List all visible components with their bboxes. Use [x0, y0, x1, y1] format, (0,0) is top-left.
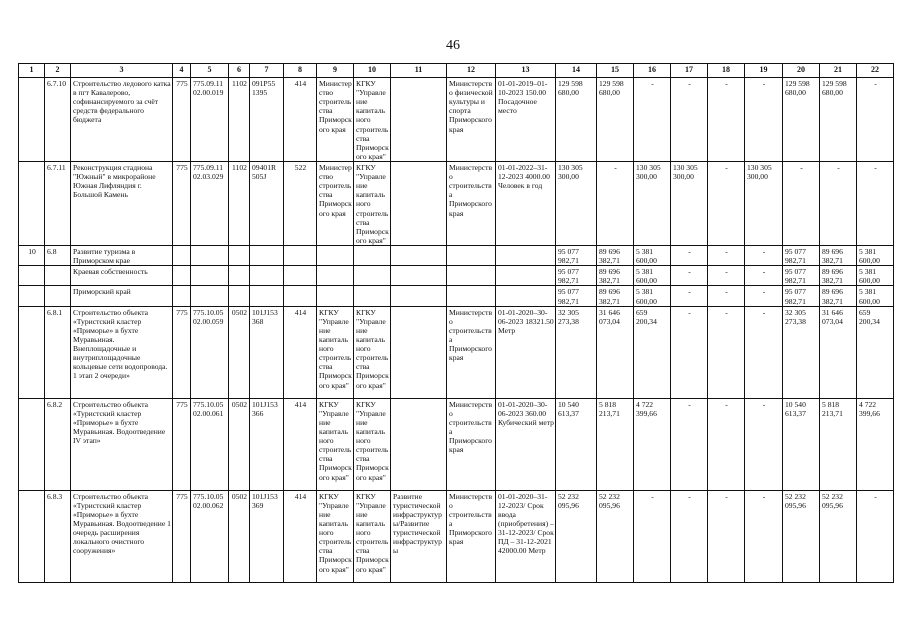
table-row: [19, 266, 894, 286]
table-cell: 4 722 399,66: [857, 398, 894, 490]
table-cell: [45, 286, 71, 306]
table-cell: 6.8.1: [45, 306, 71, 398]
table-cell: 89 696 382,71: [820, 266, 857, 286]
table-row: [19, 245, 894, 265]
table-cell: 659 200,34: [857, 306, 894, 398]
table-cell: 6.7.10: [45, 78, 71, 162]
column-header: 12: [447, 64, 496, 78]
table-cell: [284, 286, 317, 306]
table-cell: [191, 266, 229, 286]
table-cell: [391, 245, 447, 265]
table-cell: 1102: [229, 78, 250, 162]
table-cell: [19, 306, 45, 398]
table-cell: -: [671, 398, 708, 490]
table-cell: 6.7.11: [45, 161, 71, 245]
table-cell: 95 077 982,71: [556, 245, 597, 265]
table-cell: 52 232 095,96: [820, 490, 857, 582]
column-header: 11: [391, 64, 447, 78]
table-cell: 5 381 600,00: [634, 266, 671, 286]
table-cell: КГКУ "Управление капитального строительства Приморского края": [317, 398, 354, 490]
table-cell: -: [745, 306, 783, 398]
table-cell: Министерство строительства Приморского края: [447, 398, 496, 490]
table-cell: [173, 286, 191, 306]
table-cell: 95 077 982,71: [556, 286, 597, 306]
table-row: [19, 398, 894, 490]
table-cell: 130 305 300,00: [556, 161, 597, 245]
table-cell: [250, 266, 284, 286]
column-header: 1: [19, 64, 45, 78]
table-cell: Министерство строительства Приморского края: [447, 490, 496, 582]
table-cell: [19, 161, 45, 245]
table-cell: [447, 266, 496, 286]
table-cell: [391, 398, 447, 490]
table-cell: 31 646 073,04: [597, 306, 634, 398]
table-row: [19, 78, 894, 162]
table-cell: -: [857, 161, 894, 245]
table-cell: -: [745, 490, 783, 582]
table-cell: 775.09.11 02.00.019: [191, 78, 229, 162]
table-cell: 129 598 680,00: [556, 78, 597, 162]
table-cell: -: [745, 398, 783, 490]
table-cell: -: [634, 490, 671, 582]
table-cell: 130 305 300,00: [745, 161, 783, 245]
table-cell: 775: [173, 78, 191, 162]
table-cell: КГКУ "Управление капитального строительства Приморского края": [317, 306, 354, 398]
table-cell: 89 696 382,71: [820, 245, 857, 265]
table-cell: -: [634, 78, 671, 162]
table-cell: 659 200,34: [634, 306, 671, 398]
table-cell: 775.09.11 02.03.029: [191, 161, 229, 245]
table-cell: 10 540 613,37: [556, 398, 597, 490]
table-cell: 129 598 680,00: [597, 78, 634, 162]
table-cell: 091P55 1395: [250, 78, 284, 162]
table-cell: 95 077 982,71: [556, 266, 597, 286]
column-header: 6: [229, 64, 250, 78]
table-cell: Развитие туризма в Приморском крае: [71, 245, 173, 265]
table-cell: 89 696 382,71: [597, 245, 634, 265]
header-row: [19, 64, 894, 78]
table-cell: 775: [173, 490, 191, 582]
column-header: 5: [191, 64, 229, 78]
table-cell: 775.10.05 02.00.062: [191, 490, 229, 582]
table-cell: 95 077 982,71: [783, 286, 820, 306]
table-cell: 09401R 505J: [250, 161, 284, 245]
table-cell: 775.10.05 02.00.059: [191, 306, 229, 398]
table-cell: [19, 490, 45, 582]
column-header: 2: [45, 64, 71, 78]
column-header: 9: [317, 64, 354, 78]
table-cell: -: [671, 245, 708, 265]
table-cell: -: [708, 161, 745, 245]
table-cell: 32 305 273,38: [556, 306, 597, 398]
table-cell: [391, 306, 447, 398]
table-cell: Строительство объекта «Туристский кластер «Приморье» в бухте Муравьиная. Внеплощадочные и внутриплощадочные кольцевые сети водопровода. 1 этап 2 очереди»: [71, 306, 173, 398]
table-cell: 5 381 600,00: [634, 245, 671, 265]
budget-table: [18, 63, 894, 583]
table-cell: 775: [173, 306, 191, 398]
table-cell: [173, 266, 191, 286]
table-cell: КГКУ "Управление капитального строительства Приморского края": [354, 398, 391, 490]
table-cell: 414: [284, 490, 317, 582]
page-number: 46: [446, 38, 460, 53]
table-cell: 522: [284, 161, 317, 245]
table-cell: Министерство строительства Приморского края: [317, 78, 354, 162]
column-header: 17: [671, 64, 708, 78]
table-cell: 6.8.3: [45, 490, 71, 582]
table-cell: [354, 286, 391, 306]
table-cell: [317, 286, 354, 306]
table-cell: 89 696 382,71: [597, 266, 634, 286]
table-cell: -: [820, 161, 857, 245]
table-cell: [191, 286, 229, 306]
table-cell: 52 232 095,96: [783, 490, 820, 582]
column-header: 15: [597, 64, 634, 78]
table-cell: Министерство строительства Приморского края: [447, 161, 496, 245]
table-cell: 0502: [229, 398, 250, 490]
table-cell: -: [671, 78, 708, 162]
table-cell: [19, 398, 45, 490]
table-cell: 6.8: [45, 245, 71, 265]
table-cell: -: [783, 161, 820, 245]
table-cell: [250, 245, 284, 265]
table-cell: 5 381 600,00: [857, 245, 894, 265]
table-cell: 101J153 368: [250, 306, 284, 398]
table-cell: 130 305 300,00: [634, 161, 671, 245]
table-cell: КГКУ "Управление капитального строительства Приморского края": [354, 78, 391, 162]
table-cell: -: [671, 490, 708, 582]
table-cell: [317, 266, 354, 286]
table-cell: КГКУ "Управление капитального строительства Приморского края": [354, 161, 391, 245]
table-cell: -: [745, 245, 783, 265]
table-cell: [447, 286, 496, 306]
table-cell: Развитие туристической инфраструктуры/Развитие туристической инфраструктуры: [391, 490, 447, 582]
column-header: 13: [496, 64, 556, 78]
table-cell: 01-01-2022–31-12-2023 4000.00 Человек в год: [496, 161, 556, 245]
table-cell: 5 381 600,00: [634, 286, 671, 306]
table-cell: 5 818 213,71: [820, 398, 857, 490]
table-cell: 5 381 600,00: [857, 266, 894, 286]
table-cell: [229, 245, 250, 265]
table-cell: Министерство строительства Приморского края: [317, 161, 354, 245]
table-cell: 0502: [229, 306, 250, 398]
table-cell: -: [745, 286, 783, 306]
table-cell: [229, 286, 250, 306]
table-cell: 1102: [229, 161, 250, 245]
table-cell: 101J153 369: [250, 490, 284, 582]
table-cell: Министерство физической культуры и спорта Приморского края: [447, 78, 496, 162]
column-header: 14: [556, 64, 597, 78]
table-cell: -: [857, 490, 894, 582]
table-cell: 414: [284, 398, 317, 490]
table-cell: Приморский край: [71, 286, 173, 306]
table-cell: -: [857, 78, 894, 162]
table-cell: 775: [173, 161, 191, 245]
column-header: 4: [173, 64, 191, 78]
table-cell: -: [745, 78, 783, 162]
table-cell: 95 077 982,71: [783, 245, 820, 265]
column-header: 16: [634, 64, 671, 78]
column-header: 21: [820, 64, 857, 78]
table-cell: [391, 286, 447, 306]
table-cell: 414: [284, 306, 317, 398]
table-cell: 01-01-2020–30-06-2023 18321.50 Метр: [496, 306, 556, 398]
table-cell: Реконструкция стадиона "Южный" в микрорайоне Южная Лифляндия г. Большой Камень: [71, 161, 173, 245]
table-cell: 89 696 382,71: [820, 286, 857, 306]
table-cell: -: [597, 161, 634, 245]
table-cell: 129 598 680,00: [820, 78, 857, 162]
table-cell: 101J153 366: [250, 398, 284, 490]
table-cell: 0502: [229, 490, 250, 582]
table-row: [19, 490, 894, 582]
table-cell: 775.10.05 02.00.061: [191, 398, 229, 490]
table-cell: 01-01-2020–31-12-2023/ Срок ввода (приобретения) – 31-12-2023/ Срок ПД – 31-12-2021 42000.00 Метр: [496, 490, 556, 582]
table-cell: 01-01-2019–01-10-2023 150.00 Посадочное место: [496, 78, 556, 162]
table-cell: [391, 266, 447, 286]
table-cell: -: [708, 266, 745, 286]
table-cell: Министерство строительства Приморского края: [447, 306, 496, 398]
column-header: 19: [745, 64, 783, 78]
table-cell: [496, 266, 556, 286]
column-header: 10: [354, 64, 391, 78]
table-cell: КГКУ "Управление капитального строительства Приморского края": [317, 490, 354, 582]
table-cell: [229, 266, 250, 286]
table-cell: [354, 245, 391, 265]
table-cell: 4 722 399,66: [634, 398, 671, 490]
table-cell: [391, 161, 447, 245]
column-header: 3: [71, 64, 173, 78]
table-cell: [45, 266, 71, 286]
table-cell: [284, 245, 317, 265]
table-cell: Краевая собственность: [71, 266, 173, 286]
table-cell: -: [708, 286, 745, 306]
table-cell: [19, 78, 45, 162]
column-header: 7: [250, 64, 284, 78]
table-cell: 414: [284, 78, 317, 162]
column-header: 18: [708, 64, 745, 78]
table-cell: Строительство объекта «Туристский кластер «Приморье» в бухте Муравьиная. Водоотведение IV этап»: [71, 398, 173, 490]
table-cell: -: [708, 78, 745, 162]
table-cell: 129 598 680,00: [783, 78, 820, 162]
table-cell: Строительство объекта «Туристский кластер «Приморье» в бухте Муравьиная. Водоотведение 1 очередь расширения локального очистного сооружения»: [71, 490, 173, 582]
table-cell: 52 232 095,96: [597, 490, 634, 582]
table-cell: 5 818 213,71: [597, 398, 634, 490]
table-cell: 89 696 382,71: [597, 286, 634, 306]
table-cell: Строительство ледового катка в пгт Кавалерово, софинансируемого за счёт средств федерального бюджета: [71, 78, 173, 162]
table-cell: [317, 245, 354, 265]
table-cell: 10: [19, 245, 45, 265]
column-header: 8: [284, 64, 317, 78]
table-cell: 6.8.2: [45, 398, 71, 490]
table-cell: 775: [173, 398, 191, 490]
table-cell: [496, 286, 556, 306]
table-row: [19, 161, 894, 245]
table-cell: КГКУ "Управление капитального строительства Приморского края": [354, 490, 391, 582]
table-cell: [284, 266, 317, 286]
table-cell: [447, 245, 496, 265]
table-cell: 31 646 073,04: [820, 306, 857, 398]
table-cell: -: [708, 306, 745, 398]
table-cell: [354, 266, 391, 286]
table-cell: 52 232 095,96: [556, 490, 597, 582]
table-cell: КГКУ "Управление капитального строительства Приморского края": [354, 306, 391, 398]
table-cell: [496, 245, 556, 265]
table-cell: 130 305 300,00: [671, 161, 708, 245]
table-cell: -: [745, 266, 783, 286]
table-row: [19, 286, 894, 306]
table-row: [19, 306, 894, 398]
table-cell: 32 305 273,38: [783, 306, 820, 398]
table-cell: 95 077 982,71: [783, 266, 820, 286]
table-cell: [391, 78, 447, 162]
table-cell: [173, 245, 191, 265]
table-cell: -: [708, 490, 745, 582]
table-cell: 5 381 600,00: [857, 286, 894, 306]
table-cell: 10 540 613,37: [783, 398, 820, 490]
table-cell: [19, 286, 45, 306]
column-header: 20: [783, 64, 820, 78]
table-cell: 01-01-2020–30-06-2023 360.00 Кубический метр: [496, 398, 556, 490]
table-cell: [191, 245, 229, 265]
column-header: 22: [857, 64, 894, 78]
table-cell: -: [708, 245, 745, 265]
table-cell: -: [671, 266, 708, 286]
table-cell: [250, 286, 284, 306]
table-cell: -: [708, 398, 745, 490]
table-cell: -: [671, 306, 708, 398]
table-cell: [19, 266, 45, 286]
table-cell: -: [671, 286, 708, 306]
